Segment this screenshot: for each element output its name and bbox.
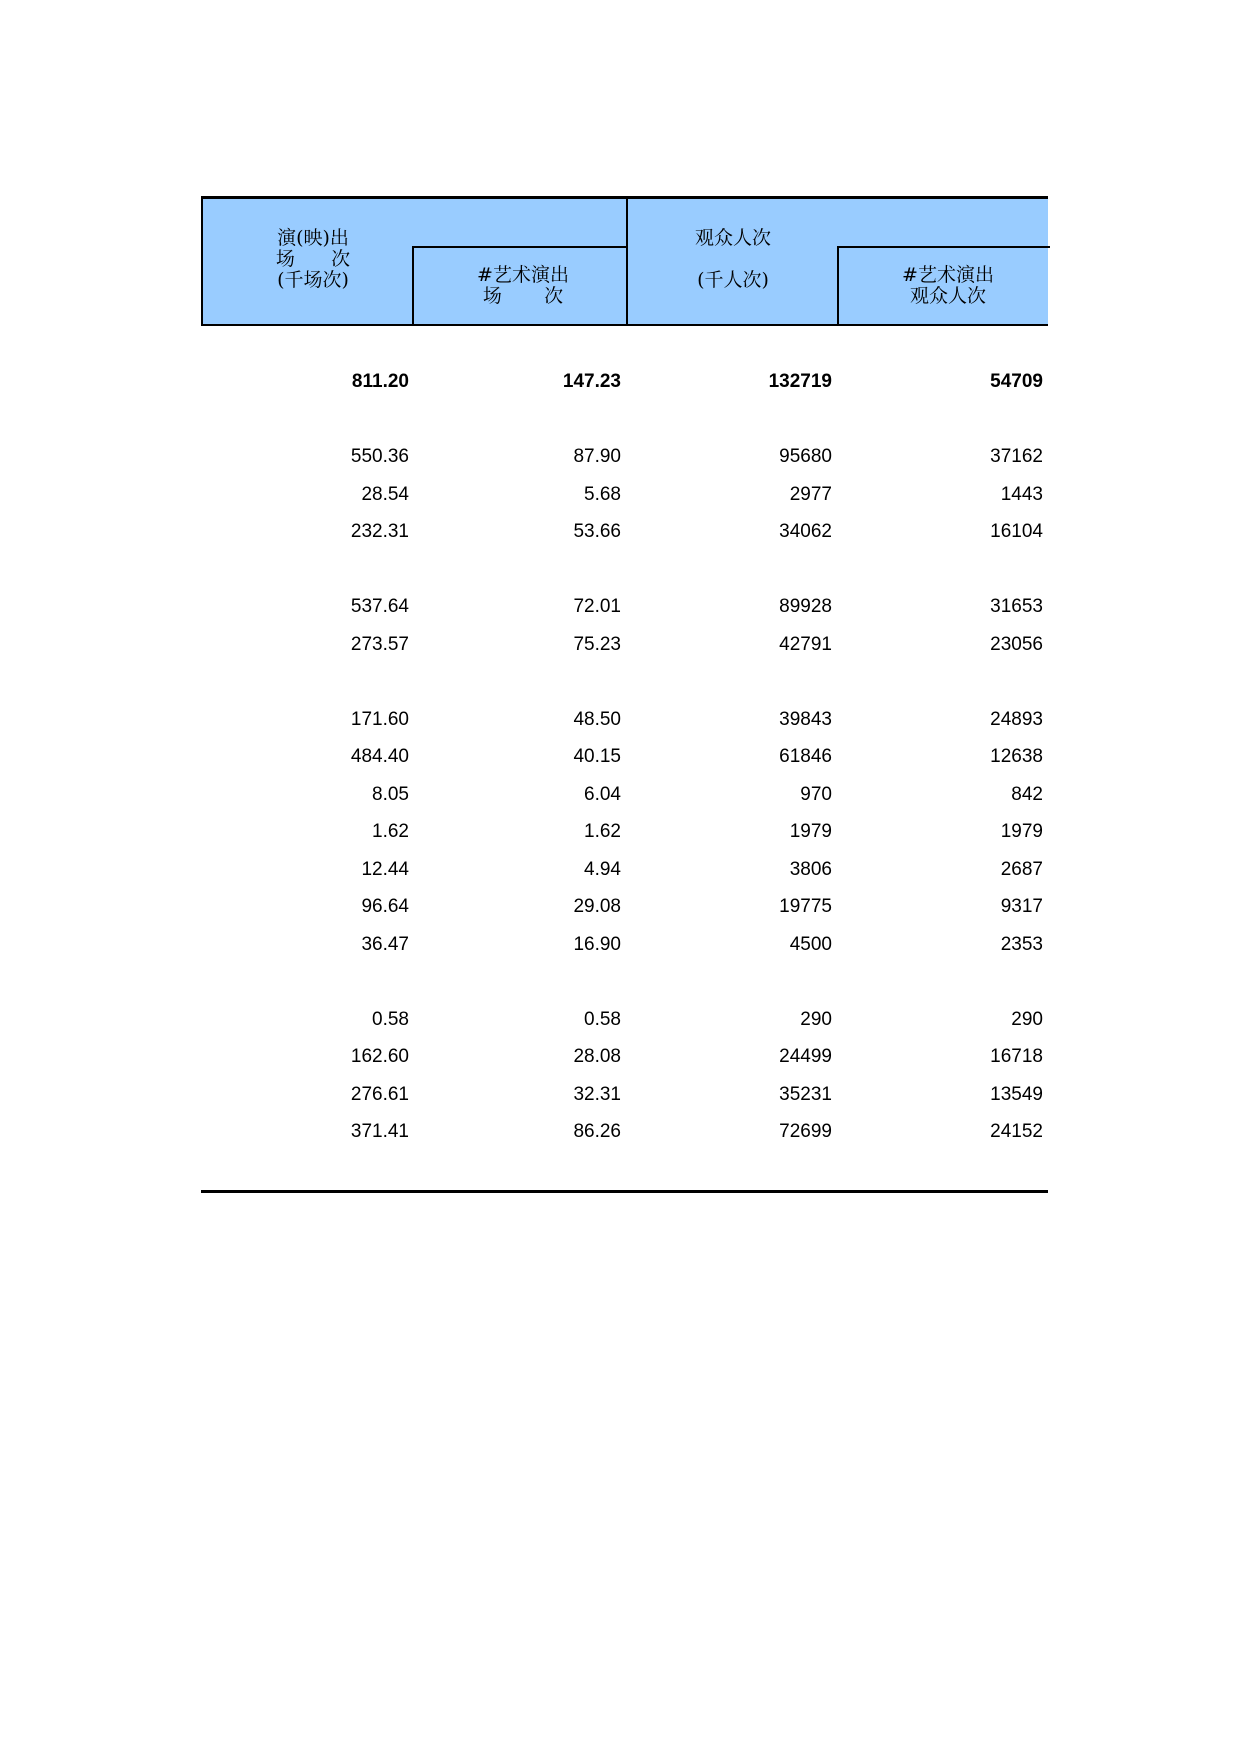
table-cell: 1979 — [789, 821, 832, 842]
table-cell: 273.57 — [350, 634, 409, 655]
table-cell: 0.58 — [372, 1009, 409, 1030]
table-cell: 35231 — [779, 1084, 832, 1105]
table-cell: 371.41 — [350, 1121, 409, 1142]
table-cell: 37162 — [990, 446, 1043, 467]
table-cell: 96.64 — [361, 896, 409, 917]
table-cell: 29.08 — [573, 896, 621, 917]
table-row — [201, 592, 1048, 622]
table-cell: 8.05 — [372, 784, 409, 805]
table-cell: 276.61 — [350, 1084, 409, 1105]
header-art-audience: #艺术演出 观众人次 — [902, 264, 994, 307]
table-cell: 24499 — [779, 1046, 832, 1067]
table-cell: 12638 — [990, 746, 1043, 767]
table-cell: 86.26 — [573, 1121, 621, 1142]
table-cell: 13549 — [990, 1084, 1043, 1105]
table-row — [201, 1117, 1048, 1147]
header-audience: 观众人次 (千人次) — [694, 227, 771, 291]
table-cell: 75.23 — [573, 634, 621, 655]
table-cell: 2353 — [1000, 934, 1043, 955]
table-cell: 16104 — [990, 521, 1043, 542]
table-cell: 537.64 — [350, 596, 409, 617]
table-cell: 42791 — [779, 634, 832, 655]
table-cell: 6.04 — [584, 784, 621, 805]
table-cell: 72.01 — [573, 596, 621, 617]
table-cell: 9317 — [1000, 896, 1043, 917]
table-cell: 232.31 — [350, 521, 409, 542]
table-cell: 132719 — [768, 371, 832, 392]
table-row — [201, 780, 1048, 810]
table-cell: 28.08 — [573, 1046, 621, 1067]
table-cell: 171.60 — [350, 709, 409, 730]
table-cell: 147.23 — [562, 371, 621, 392]
table-cell: 19775 — [779, 896, 832, 917]
table-cell: 95680 — [779, 446, 832, 467]
table-cell: 72699 — [779, 1121, 832, 1142]
table-cell: 970 — [800, 784, 832, 805]
table-cell: 12.44 — [361, 859, 409, 880]
table-row — [201, 1005, 1048, 1035]
table-row — [201, 930, 1048, 960]
table-cell: 5.68 — [584, 484, 621, 505]
table-row — [201, 855, 1048, 885]
table-cell: 1.62 — [372, 821, 409, 842]
table-cell: 28.54 — [361, 484, 409, 505]
table-cell: 1443 — [1000, 484, 1043, 505]
table-cell: 23056 — [990, 634, 1043, 655]
table-cell: 39843 — [779, 709, 832, 730]
table-cell: 24893 — [990, 709, 1043, 730]
table-cell: 36.47 — [361, 934, 409, 955]
table-row — [201, 742, 1048, 772]
table-cell: 550.36 — [350, 446, 409, 467]
table-row — [201, 705, 1048, 735]
table-cell: 0.58 — [584, 1009, 621, 1030]
table-cell: 811.20 — [351, 371, 409, 392]
table-bottom-rule — [201, 1190, 1048, 1193]
table-row — [201, 630, 1048, 660]
table-row — [201, 480, 1048, 510]
table-row — [201, 1042, 1048, 1072]
table-cell: 1.62 — [584, 821, 621, 842]
table-cell: 290 — [800, 1009, 832, 1030]
table-cell: 48.50 — [573, 709, 621, 730]
header-art-performances: #艺术演出 场 次 — [477, 264, 569, 307]
table-row — [201, 817, 1048, 847]
table-row — [201, 1080, 1048, 1110]
table-cell: 842 — [1011, 784, 1043, 805]
table-cell: 89928 — [779, 596, 832, 617]
table-cell: 54709 — [990, 371, 1043, 392]
table-cell: 1979 — [1000, 821, 1043, 842]
table-cell: 40.15 — [573, 746, 621, 767]
table-cell: 162.60 — [350, 1046, 409, 1067]
table-cell: 61846 — [779, 746, 832, 767]
table-cell: 4500 — [789, 934, 832, 955]
table-cell: 4.94 — [584, 859, 621, 880]
table-cell: 290 — [1011, 1009, 1043, 1030]
table-cell: 2977 — [789, 484, 832, 505]
table-cell: 34062 — [779, 521, 832, 542]
table-row — [201, 367, 1048, 397]
table-cell: 16.90 — [573, 934, 621, 955]
table-cell: 24152 — [990, 1121, 1043, 1142]
table-cell: 3806 — [789, 859, 832, 880]
header-performances: 演(映)出 场 次 (千场次) — [275, 227, 351, 291]
table-row — [201, 442, 1048, 472]
table-cell: 484.40 — [350, 746, 409, 767]
table-row — [201, 892, 1048, 922]
table-cell: 32.31 — [573, 1084, 621, 1105]
table-body — [201, 0, 1048, 1754]
table-cell: 16718 — [990, 1046, 1043, 1067]
table-cell: 87.90 — [573, 446, 621, 467]
table-cell: 2687 — [1000, 859, 1043, 880]
table-cell: 31653 — [990, 596, 1043, 617]
table-row — [201, 517, 1048, 547]
table-cell: 53.66 — [573, 521, 621, 542]
